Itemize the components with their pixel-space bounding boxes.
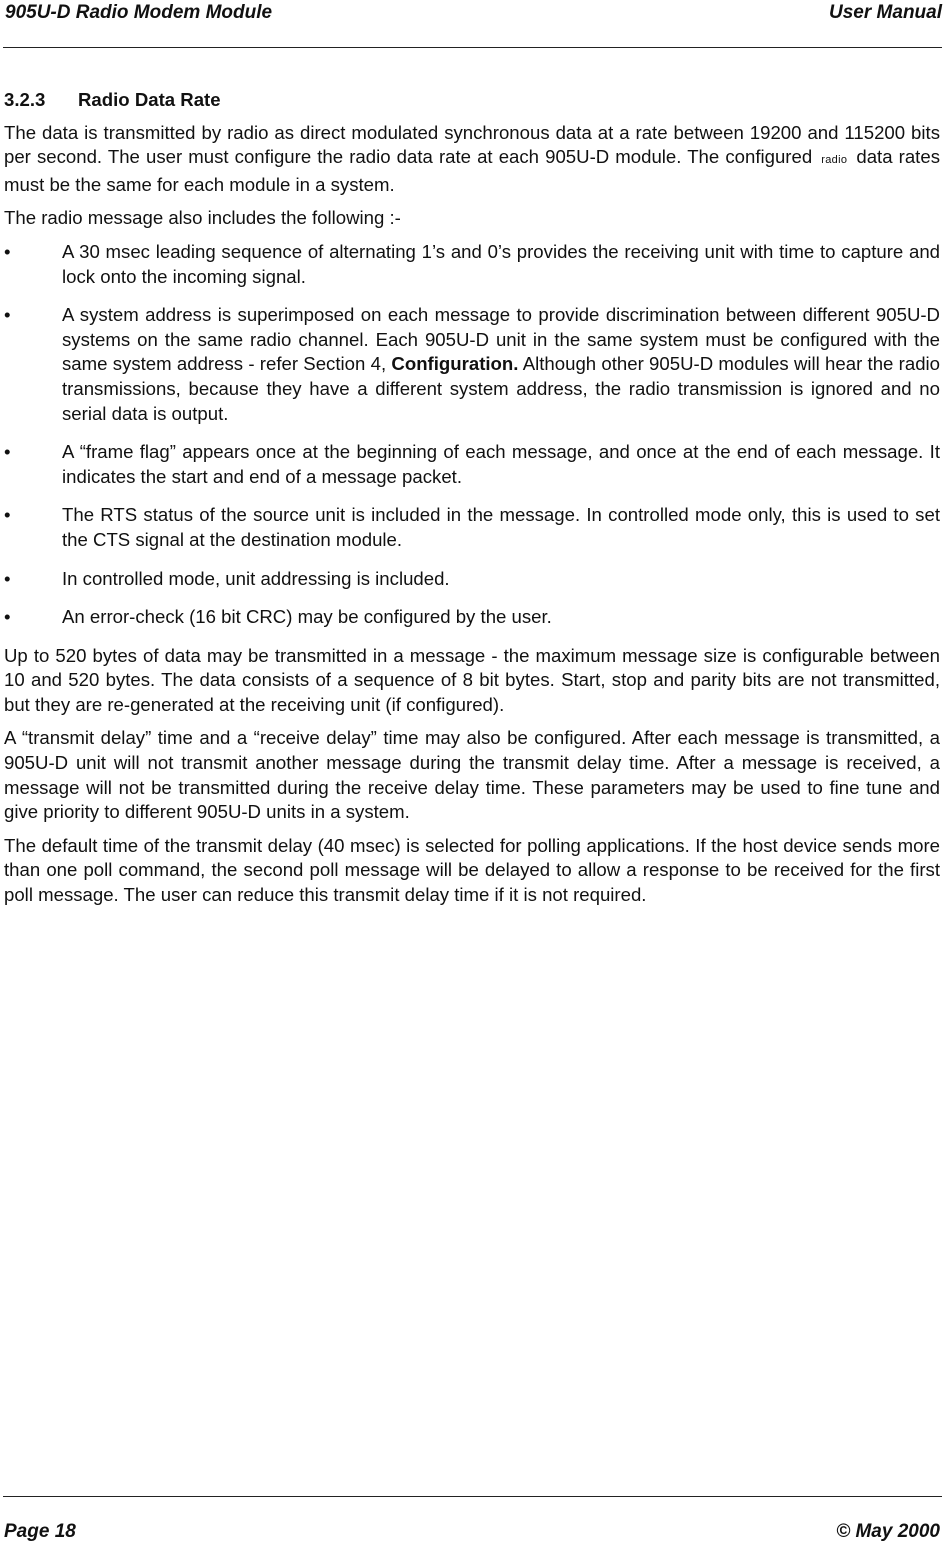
page-footer [4,1521,942,1547]
page-header [4,0,942,30]
paragraph-intro-list: The radio message also includes the following :- [4,207,401,229]
bullet-icon: • [4,304,11,326]
bullet-icon: • [4,441,11,463]
section-heading [4,88,940,113]
paragraph-data-rate: The data is transmitted by radio as direct modulated synchronous data at a rate between 19200 and 115200 bits per second. The user must configure the radio data rate at each 905U-D module. The configured radio data rates must be the same for each module in a system. [4,121,940,195]
paragraph-delays: A “transmit delay” time and a “receive delay” time may also be configured. After each message is transmitted, a 905U-D unit will not transmit another message during the transmit delay time. After a message is received, a message will not be transmitted during the receive delay time. These parameters may be used to fine tune and give priority to different 905U-D units in a system. [4,727,940,823]
bullet-icon: • [4,606,11,628]
list-item: • A system address is superimposed on each message to provide discrimination between different 905U-D systems on the same radio channel. Each 905U-D unit in the same system must be configured with the same system address - refer Section 4, Configuration. Although other 905U-D modules will hear the radio transmissions, because they have a different system address, the radio transmission is ignored and no serial data is output. [4,304,941,424]
list-item: • A 30 msec leading sequence of alternating 1’s and 0’s provides the receiving unit with time to capture and lock onto the incoming signal. [4,240,940,287]
section-number: 3.2.3 [4,89,46,110]
bullet-icon: • [4,567,11,589]
bullet-icon: • [4,240,11,262]
list-item: • The RTS status of the source unit is included in the message. In controlled mode only, this is used to set the CTS signal at the destination module. [4,504,940,550]
header-title: 905U-D Radio Modem Module [5,2,273,23]
bullet-icon: • [4,504,11,526]
footer-rule [3,1496,942,1497]
section-title: Radio Data Rate [78,89,221,110]
list-item: • An error-check (16 bit CRC) may be configured by the user. [4,605,940,630]
header-rule [3,47,942,48]
copyright-date: © May 2000 [836,1521,940,1542]
list-item: • A “frame flag” appears once at the beginning of each message, and once at the end of each message. It indicates the start and end of a message packet. [4,441,940,487]
message-features-list [4,240,940,630]
paragraph-default-delay: The default time of the transmit delay (40 msec) is selected for polling applications. If the host device sends more than one poll command, the second poll message will be delayed to allow a response to be received for the first poll message. The user can reduce this transmit delay time if it is not required. [4,834,940,906]
document-body [4,88,940,917]
list-item: • In controlled mode, unit addressing is included. [4,567,940,592]
configuration-reference: Configuration. [391,353,519,375]
header-doc-type: User Manual [829,2,942,23]
page-number: Page 18 [4,1521,76,1542]
paragraph-message-size: Up to 520 bytes of data may be transmitted in a message - the maximum message size is configurable between 10 and 520 bytes. The data consists of a sequence of 8 bit bytes. Start, stop and parity bits are not transmitted, but they are re-generated at the receiving unit (if configured). [4,644,940,715]
small-text-radio: radio [821,154,848,167]
